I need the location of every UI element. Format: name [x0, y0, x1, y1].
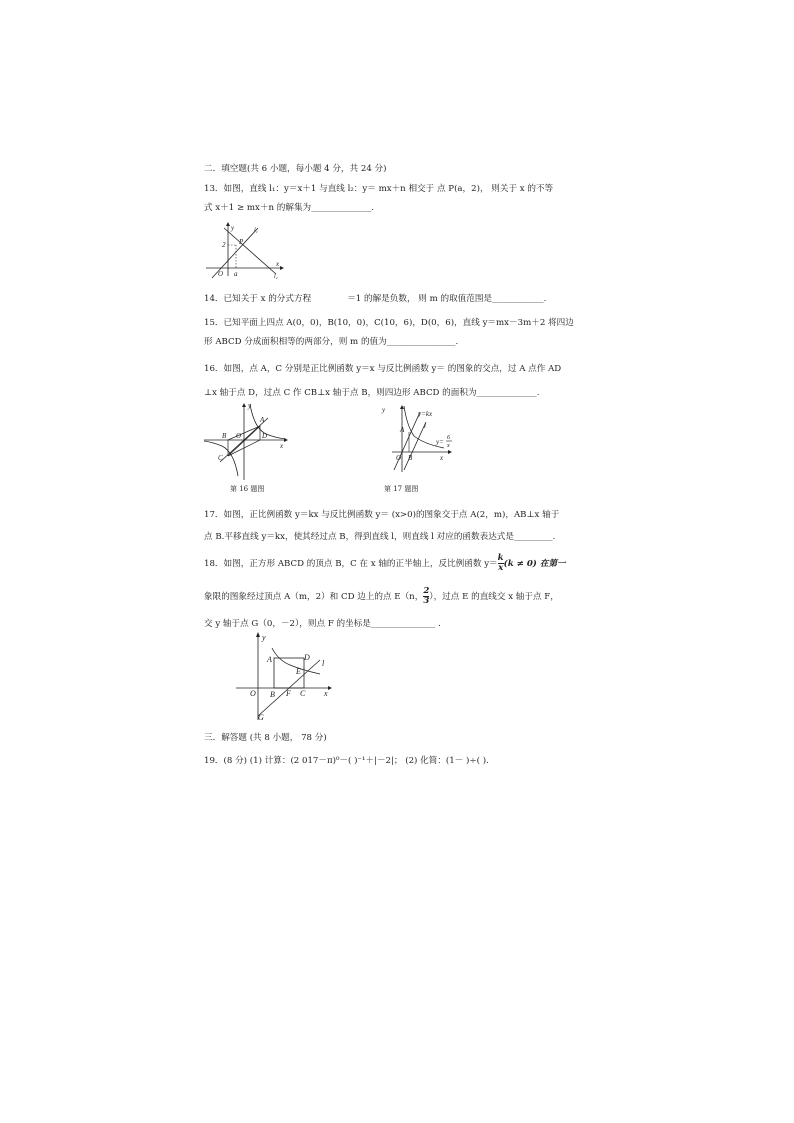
- figure-q13-svg: [204, 222, 284, 278]
- q18-line1-a: 18．如图，正方形 ABCD 的顶点 B，C 在 x 轴的正半轴上，反比例函数 y＝: [204, 559, 498, 569]
- q13-line2: 式 x＋1 ≥ mx＋n 的解集为______________.: [204, 203, 375, 213]
- fig18-label-l: l: [322, 659, 325, 668]
- fig13-label-p: P: [239, 238, 244, 246]
- q18-line1-b: (k ≠ 0) 在第一: [503, 559, 566, 569]
- q18-line3: 交 y 轴于点 G（0，－2），则点 F 的坐标是_______________ .: [204, 619, 441, 629]
- fig17-label-a: A: [400, 426, 405, 434]
- q18-frac2-num: 2: [423, 586, 430, 596]
- figure-q16: [204, 402, 289, 480]
- figure-q18-svg: [236, 630, 336, 724]
- fig18-label-e: E: [296, 667, 301, 676]
- fig18-label-b: B: [270, 690, 275, 699]
- fig17-label-l: l: [424, 422, 426, 430]
- fig17-label-ykx: y=kx: [418, 410, 433, 418]
- q16-line2: ⊥x 轴于点 D，过点 C 作 CB⊥x 轴于点 B，则四边形 ABCD 的面积为______________.: [204, 388, 540, 398]
- q18-frac-num: k: [497, 553, 504, 563]
- fig17-label-xden: x: [447, 443, 450, 449]
- q18-line2-b: ），过点 E 的直线交 x 轴于点 F，: [429, 592, 559, 602]
- fig17-caption: 第 17 题图: [384, 485, 419, 493]
- q19-line: 19．(8 分) (1) 计算：(2 017－π)⁰－( )⁻¹＋|－2|； (2) 化简：(1－ )÷( ).: [204, 756, 489, 766]
- fig17-label-x: x: [440, 454, 444, 462]
- q18-line2: [204, 585, 559, 609]
- q15-line1: 15．已知平面上四点 A(0，0)，B(10，0)，C(10，6)，D(0，6)，直线 y＝mx－3m＋2 将四边: [204, 318, 574, 328]
- q18-frac2-den: 3: [423, 596, 430, 606]
- fig13-label-x: x: [276, 260, 280, 268]
- fig16-label-c: C: [218, 454, 223, 462]
- figure-q16-svg: [204, 402, 289, 480]
- fig18-label-y: y: [262, 633, 266, 642]
- fig16-label-x: x: [280, 442, 284, 450]
- q17-line2: 点 B.平移直线 y＝kx，使其经过点 B，得到直线 l，则直线 l 对应的函数表达式是_________.: [204, 532, 556, 542]
- fig18-label-c: C: [300, 689, 306, 698]
- fig17-label-b: B: [408, 454, 413, 462]
- fig16-label-b: B: [222, 432, 227, 440]
- q15-line2: 形 ABCD 分成面积相等的两部分，则 m 的值为________________.: [204, 337, 459, 347]
- fig13-label-2: 2: [222, 241, 226, 249]
- section2-title: 二．填空题(共 6 小题，每小题 4 分，共 24 分): [204, 164, 387, 174]
- q14-text-a: 14．已知关于 x 的分式方程: [204, 294, 312, 304]
- q14-line: [204, 293, 546, 305]
- fig13-label-o: O: [218, 270, 224, 278]
- fig17-label-y: y: [382, 406, 386, 414]
- figure-q13: [204, 222, 284, 278]
- fig17-label-yeq: y=: [436, 438, 444, 446]
- q14-text-b: ＝1 的解是负数， 则 m 的取值范围是____________.: [347, 294, 547, 304]
- q18-frac-den: x: [498, 563, 504, 573]
- q18-line2-a: 象限的图象经过顶点 A（m，2）和 CD 边上的点 E（n，: [204, 592, 424, 602]
- q18-line1: [204, 552, 566, 576]
- fig18-label-x: x: [324, 689, 328, 698]
- fig16-label-y: y: [248, 402, 252, 410]
- fig13-label-l1: l₁: [254, 228, 258, 234]
- q17-line1: 17．如图，正比例函数 y＝kx 与反比例函数 y＝ (x>0)的图象交于点 A(2，m)，AB⊥x 轴于: [204, 510, 560, 520]
- fig13-label-y: y: [231, 224, 235, 232]
- fig16-label-a: A: [260, 416, 265, 424]
- figure-q17-svg: [380, 404, 460, 474]
- fig16-caption: 第 16 题图: [230, 485, 265, 493]
- fig13-label-l2: l₂: [274, 274, 278, 280]
- fig18-label-d: D: [304, 653, 310, 662]
- section3-title: 三．解答题 (共 8 小题， 78 分): [204, 733, 327, 743]
- fig17-label-6: 6: [447, 435, 450, 441]
- fig16-label-d: D: [262, 432, 268, 440]
- fig18-label-g: G: [258, 713, 264, 722]
- fig18-label-a: A: [267, 655, 272, 664]
- fig13-label-a: a: [234, 270, 238, 278]
- fig16-label-o: O: [236, 432, 242, 440]
- q13-line1: 13．如图，直线 l₁：y＝x＋1 与直线 l₂：y＝ mx＋n 相交于 点 P(a，2)， 则关于 x 的不等: [204, 184, 554, 194]
- q16-line1: 16．如图，点 A，C 分别是正比例函数 y＝x 与反比例函数 y＝ 的图象的交点，过 A 点作 AD: [204, 364, 562, 374]
- fig18-label-o: O: [250, 689, 256, 698]
- figure-q18: [236, 630, 336, 724]
- fig18-label-f: F: [286, 689, 291, 698]
- fig17-label-o: O: [396, 454, 402, 462]
- figure-q17: [380, 404, 460, 474]
